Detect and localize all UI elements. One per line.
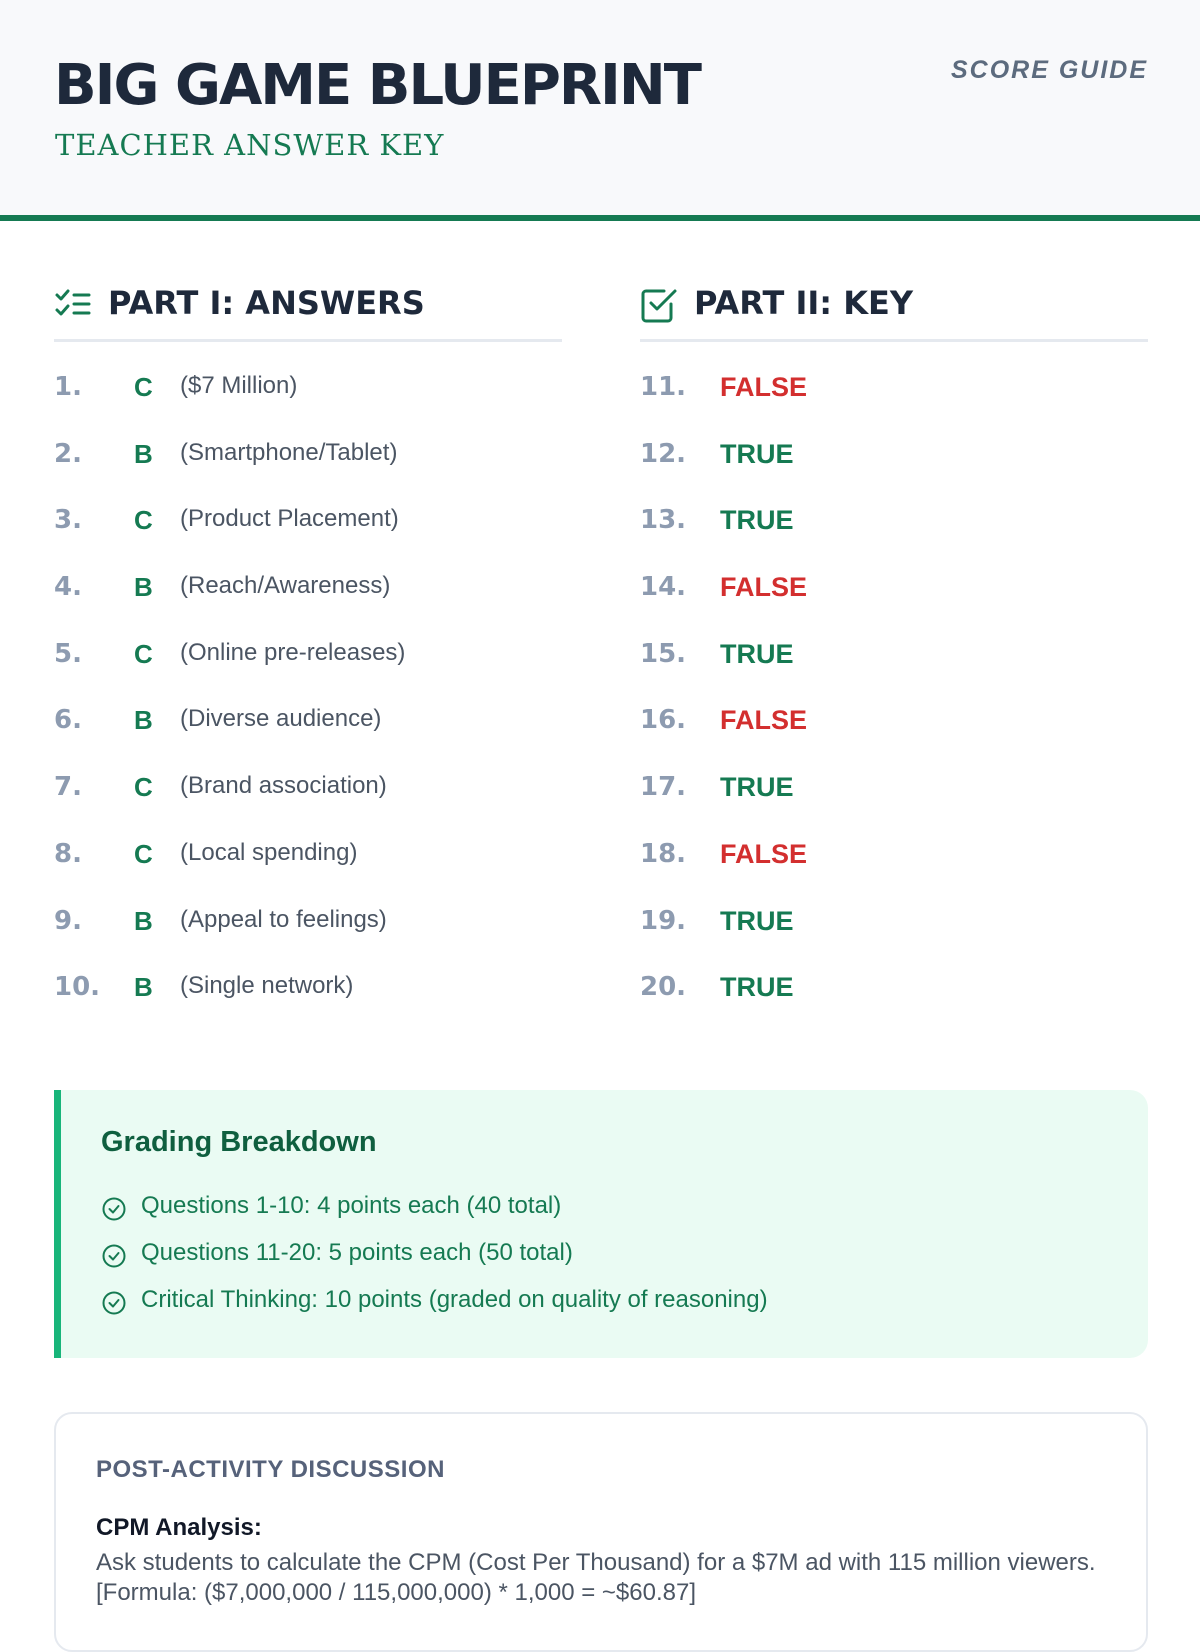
- grading-title: Grading Breakdown: [101, 1126, 377, 1158]
- page-header: [0, 0, 1200, 221]
- answer-true: TRUE: [720, 505, 794, 536]
- answer-row: [54, 625, 574, 692]
- question-number: 13.: [640, 505, 687, 536]
- answer-letter: B: [134, 972, 153, 1003]
- answer-row: [54, 958, 574, 1025]
- part2-header: [640, 282, 1148, 342]
- question-number: 5.: [54, 638, 82, 669]
- answer-row: [54, 558, 574, 625]
- answer-false: FALSE: [720, 372, 808, 402]
- question-number: 16.: [640, 705, 687, 736]
- answer-description: (Diverse audience): [180, 705, 382, 733]
- answer-row: [54, 825, 574, 892]
- answer-row: [54, 758, 574, 825]
- question-number: 10.: [54, 972, 101, 1003]
- question-number: 14.: [640, 572, 687, 603]
- part1-answer-list: [54, 358, 574, 1025]
- answer-letter: C: [134, 838, 153, 869]
- question-number: 15.: [640, 638, 687, 669]
- answer-row: [640, 892, 1160, 959]
- answer-row: [640, 425, 1160, 492]
- answer-row: [54, 892, 574, 959]
- answer-letter: C: [134, 372, 153, 402]
- checklist-icon: [54, 286, 92, 324]
- answer-true: TRUE: [720, 905, 794, 936]
- page-subtitle: TEACHER ANSWER KEY: [55, 128, 445, 162]
- answer-true: TRUE: [720, 438, 794, 469]
- question-number: 4.: [54, 572, 82, 603]
- answer-description: ($7 Million): [180, 372, 298, 399]
- answer-description: (Reach/Awareness): [180, 572, 391, 600]
- answer-description: (Product Placement): [180, 505, 399, 533]
- grading-breakdown-box: [54, 1090, 1148, 1358]
- answer-letter: B: [134, 905, 153, 936]
- question-number: 17.: [640, 772, 687, 803]
- grading-item-text: Critical Thinking: 10 points (graded on quality of reasoning): [141, 1286, 768, 1313]
- answer-description: (Appeal to feelings): [180, 905, 387, 933]
- answer-row: [54, 491, 574, 558]
- checkbox-icon: [640, 286, 678, 324]
- answer-row: [640, 625, 1160, 692]
- page-title: BIG GAME BLUEPRINT: [54, 53, 700, 118]
- check-circle-icon: [101, 1196, 127, 1222]
- answer-true: TRUE: [720, 972, 794, 1003]
- question-number: 2.: [54, 438, 82, 469]
- discussion-heading: POST-ACTIVITY DISCUSSION: [96, 1456, 445, 1483]
- question-number: 1.: [54, 372, 82, 402]
- answer-row: [640, 691, 1160, 758]
- question-number: 8.: [54, 838, 82, 869]
- answer-false: FALSE: [720, 705, 808, 736]
- part1-heading: PART I: ANSWERS: [108, 284, 425, 322]
- answer-false: FALSE: [720, 838, 808, 869]
- answer-row: [640, 491, 1160, 558]
- part2-heading: PART II: KEY: [694, 284, 914, 322]
- question-number: 7.: [54, 772, 82, 803]
- question-number: 9.: [54, 905, 82, 936]
- answer-row: [640, 825, 1160, 892]
- answer-description: (Online pre-releases): [180, 638, 406, 666]
- part2-answer-list: [640, 358, 1160, 1025]
- answer-false: FALSE: [720, 572, 808, 603]
- question-number: 6.: [54, 705, 82, 736]
- discussion-card: [54, 1412, 1148, 1652]
- answer-description: (Brand association): [180, 772, 387, 800]
- answer-letter: B: [134, 705, 153, 736]
- answer-row: [640, 358, 1160, 425]
- answer-letter: C: [134, 772, 153, 803]
- answer-row: [54, 691, 574, 758]
- answer-true: TRUE: [720, 772, 794, 803]
- question-number: 20.: [640, 972, 687, 1003]
- answer-row: [54, 425, 574, 492]
- answer-letter: B: [134, 572, 153, 603]
- answer-row: [640, 558, 1160, 625]
- answer-true: TRUE: [720, 638, 794, 669]
- question-number: 18.: [640, 838, 687, 869]
- answer-row: [640, 758, 1160, 825]
- check-circle-icon: [101, 1243, 127, 1269]
- answer-letter: C: [134, 505, 153, 536]
- answer-description: (Single network): [180, 972, 354, 1000]
- question-number: 12.: [640, 438, 687, 469]
- question-number: 19.: [640, 905, 687, 936]
- answer-letter: C: [134, 638, 153, 669]
- cpm-analysis-label: CPM Analysis:: [96, 1514, 262, 1541]
- answer-letter: B: [134, 438, 153, 469]
- grading-item-text: Questions 11-20: 5 points each (50 total): [141, 1239, 573, 1266]
- question-number: 11.: [640, 372, 687, 402]
- answer-description: (Local spending): [180, 838, 358, 866]
- score-guide-tag: SCORE GUIDE: [950, 56, 1148, 84]
- answer-description: (Smartphone/Tablet): [180, 438, 398, 466]
- answer-row: [640, 958, 1160, 1025]
- check-circle-icon: [101, 1290, 127, 1316]
- question-number: 3.: [54, 505, 82, 536]
- grading-item-text: Questions 1-10: 4 points each (40 total): [141, 1192, 562, 1219]
- cpm-analysis-text: Ask students to calculate the CPM (Cost Per Thousand) for a $7M ad with 115 million viewers. [Formula: ($7,000,000 / 115,000,000) * 1,000 = ~$60.87]: [96, 1549, 1096, 1606]
- answer-row: [54, 358, 574, 425]
- part1-header: [54, 282, 562, 342]
